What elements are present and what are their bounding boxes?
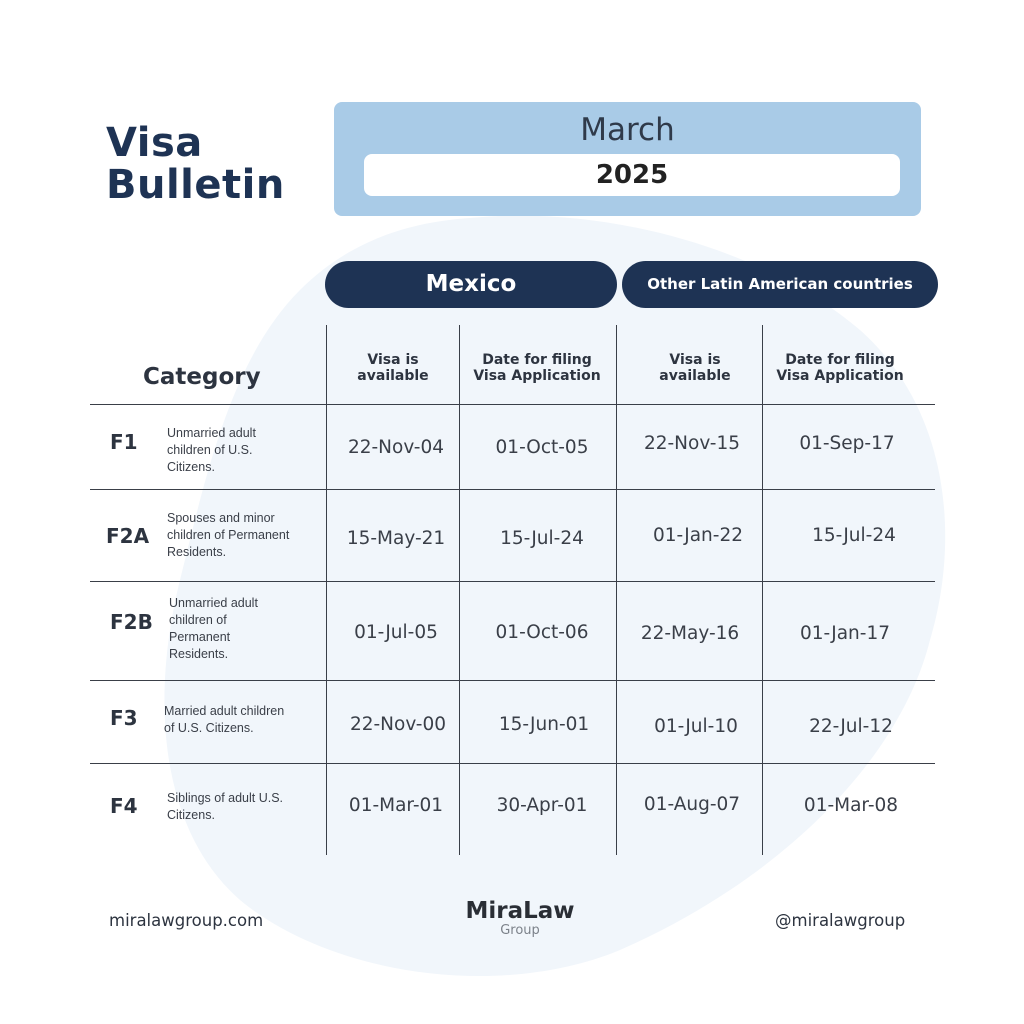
description-line: Unmarried adult [169,596,258,610]
table-divider [90,680,935,681]
mx-available-date: 22-Nov-00 [349,714,447,735]
category-code: F3 [110,706,138,730]
description-line: Citizens. [167,460,215,474]
category-header: Category [143,364,261,390]
header-line: available [659,368,731,384]
header-line: Visa Application [776,368,904,384]
group-latin-america: Other Latin American countries [622,261,938,308]
mx-filing-date: 30-Apr-01 [496,795,588,816]
year-label: 2025 [364,154,900,196]
lat-filing-date: 01-Mar-08 [803,795,899,816]
description-line: Siblings of adult U.S. [167,791,284,805]
description-line: Spouses and minor [167,511,275,525]
description-line: of U.S. Citizens. [164,721,254,735]
category-description [167,790,283,824]
mx-available-date: 01-Jul-05 [354,622,438,643]
mx-filing-date: 01-Oct-06 [495,622,589,643]
col-header-mx-available [333,352,453,384]
lat-filing-date: 01-Jan-17 [800,623,890,644]
table-divider [90,489,935,490]
mx-filing-date: 15-Jun-01 [498,714,590,735]
lat-filing-date: 22-Jul-12 [809,716,893,737]
header-line: Date for filing [482,352,592,368]
description-line: Residents. [169,647,229,661]
category-description [164,703,284,737]
category-description [167,425,256,476]
logo-wordmark: MiraLaw [465,898,575,924]
header-line: Date for filing [785,352,895,368]
page-title [106,122,285,206]
description-line: Citizens. [167,808,215,822]
description-line: Residents. [167,545,227,559]
social-handle[interactable]: @miralawgroup [775,911,906,930]
description-line: Permanent [169,630,231,644]
website-link[interactable]: miralawgroup.com [109,911,264,930]
mx-available-date: 22-Nov-04 [347,437,445,458]
category-code: F2A [106,524,150,548]
header-line: Visa is [669,352,721,368]
col-header-lat-filing [765,352,915,384]
lat-filing-date: 01-Sep-17 [799,433,895,454]
month-label: March [580,112,675,148]
group-mexico: Mexico [325,261,617,308]
miralaw-logo [440,898,600,938]
description-line: Married adult children [164,704,285,718]
title-line-1: Visa [106,120,203,166]
date-banner [334,102,921,216]
title-line-2: Bulletin [106,162,285,208]
category-code: F2B [110,610,153,634]
description-line: children of [169,613,227,627]
description-line: Unmarried adult [167,426,256,440]
mx-filing-date: 01-Oct-05 [495,437,589,458]
header-line: Visa is [367,352,419,368]
description-line: children of U.S. [167,443,253,457]
table-divider [90,581,935,582]
lat-available-date: 01-Jul-10 [654,716,738,737]
mx-available-date: 01-Mar-01 [348,795,444,816]
lat-available-date: 22-May-16 [640,623,740,644]
col-header-lat-available [635,352,755,384]
category-code: F1 [110,430,138,454]
mx-filing-date: 15-Jul-24 [500,528,584,549]
lat-available-date: 22-Nov-15 [643,433,741,454]
category-description [169,595,258,663]
table-divider [90,763,935,764]
header-line: Visa Application [473,368,601,384]
logo-subtitle: Group [500,923,540,938]
category-code: F4 [110,794,138,818]
lat-filing-date: 15-Jul-24 [812,525,896,546]
mx-available-date: 15-May-21 [346,528,446,549]
lat-available-date: 01-Jan-22 [653,525,743,546]
lat-available-date: 01-Aug-07 [643,794,741,815]
table-divider [90,404,935,405]
header-line: available [357,368,429,384]
category-description [167,510,289,561]
col-header-mx-filing [462,352,612,384]
description-line: children of Permanent [167,528,290,542]
